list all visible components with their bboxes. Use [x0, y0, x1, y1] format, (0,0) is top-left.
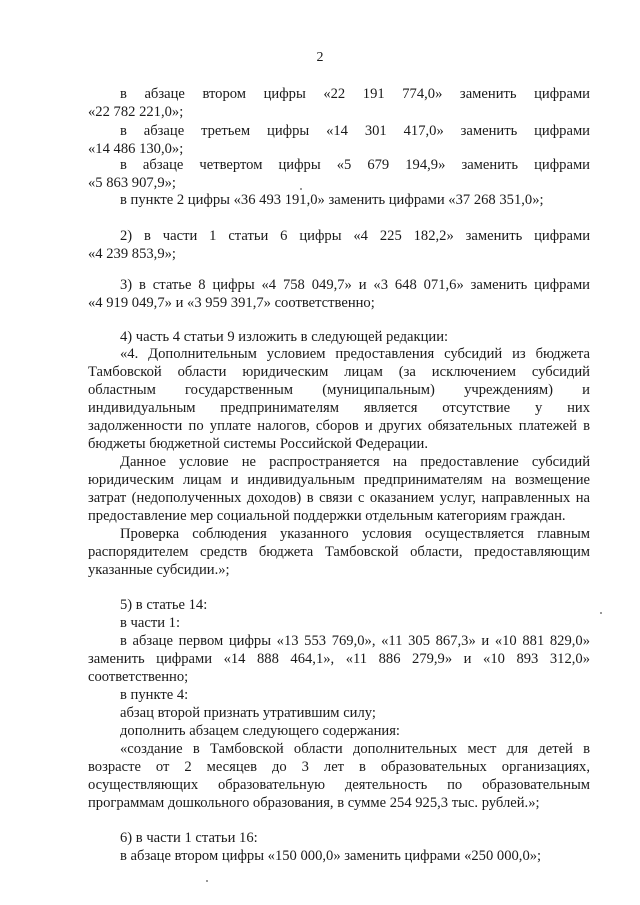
- text-line: индивидуальным предпринимателям является отсутствие у них: [88, 400, 590, 416]
- text-line: «4. Дополнительным условием предоставления субсидий из бюджета: [120, 346, 590, 362]
- text-line: «14 486 130,0»;: [88, 141, 184, 157]
- text-line: 2) в части 1 статьи 6 цифры «4 225 182,2» заменить цифрами: [120, 228, 590, 244]
- text-line: 5) в статье 14:: [120, 597, 208, 613]
- text-line: «22 782 221,0»;: [88, 104, 184, 120]
- text-line: бюджеты бюджетной системы Российской Федерации.: [88, 436, 428, 452]
- text-line: в части 1:: [120, 615, 181, 631]
- text-line: в абзаце втором цифры «22 191 774,0» заменить цифрами: [120, 86, 590, 102]
- text-line: юридическим лицам и индивидуальным предпринимателям на возмещение: [88, 472, 590, 488]
- text-line: дополнить абзацем следующего содержания:: [120, 723, 400, 739]
- text-line: «4 919 049,7» и «3 959 391,7» соответственно;: [88, 295, 375, 311]
- text-line: соответственно;: [88, 669, 189, 685]
- text-line: возрасте от 2 месяцев до 3 лет в образовательных организациях,: [88, 759, 590, 775]
- scan-speck: [600, 612, 602, 614]
- text-line: в абзаце первом цифры «13 553 769,0», «11 305 867,3» и «10 881 829,0»: [120, 633, 590, 649]
- scan-speck: [206, 880, 208, 882]
- text-line: Данное условие не распространяется на предоставление субсидий: [120, 454, 590, 470]
- text-line: в абзаце втором цифры «150 000,0» заменить цифрами «250 000,0»;: [120, 848, 542, 864]
- text-line: 6) в части 1 статьи 16:: [120, 830, 258, 846]
- text-line: в пункте 4:: [120, 687, 189, 703]
- text-line: «5 863 907,9»;: [88, 175, 176, 191]
- text-line: программам дошкольного образования, в сумме 254 925,3 тыс. рублей.»;: [88, 795, 540, 811]
- text-line: в абзаце четвертом цифры «5 679 194,9» заменить цифрами: [120, 157, 590, 173]
- page-number: 2: [316, 50, 324, 65]
- text-line: в пункте 2 цифры «36 493 191,0» заменить цифрами «37 268 351,0»;: [120, 192, 544, 208]
- text-line: Тамбовской области юридическим лицам (за исключением субсидий: [88, 364, 590, 380]
- text-line: «создание в Тамбовской области дополнительных мест для детей в: [120, 741, 590, 757]
- scan-speck: [300, 188, 302, 190]
- text-line: в абзаце третьем цифры «14 301 417,0» заменить цифрами: [120, 123, 590, 139]
- text-line: абзац второй признать утратившим силу;: [120, 705, 376, 721]
- text-line: областным государственным (муниципальным) учреждениям) и: [88, 382, 590, 398]
- text-line: 3) в статье 8 цифры «4 758 049,7» и «3 648 071,6» заменить цифрами: [120, 277, 590, 293]
- text-line: предоставление мер социальной поддержки отдельным категориям граждан.: [88, 508, 566, 524]
- text-line: осуществляющих образовательную деятельность по образовательным: [88, 777, 590, 793]
- text-line: указанные субсидии.»;: [88, 562, 230, 578]
- text-line: задолженности по уплате налогов, сборов и других обязательных платежей в: [88, 418, 590, 434]
- text-line: заменить цифрами «14 888 464,1», «11 886 279,9» и «10 893 312,0»: [88, 651, 590, 667]
- text-line: распорядителем средств бюджета Тамбовской области, предоставляющим: [88, 544, 590, 560]
- text-line: затрат (недополученных доходов) в связи с оказанием услуг, направленных на: [88, 490, 590, 506]
- text-line: «4 239 853,9»;: [88, 246, 176, 262]
- text-line: Проверка соблюдения указанного условия осуществляется главным: [120, 526, 590, 542]
- text-line: 4) часть 4 статьи 9 изложить в следующей редакции:: [120, 329, 449, 345]
